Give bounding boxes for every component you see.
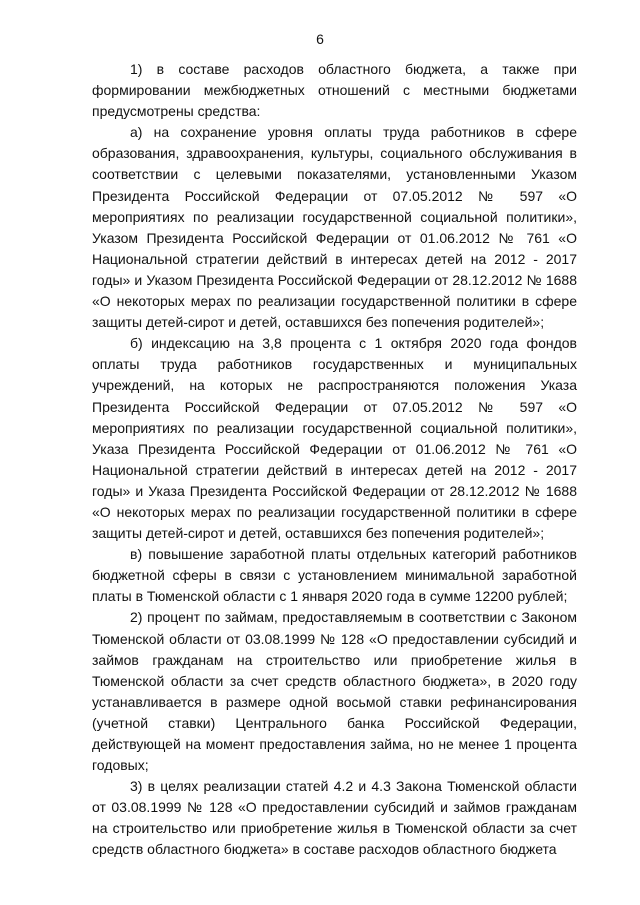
paragraph-1b-indexation: б) индексацию на 3,8 процента с 1 октября 2020 года фондов оплаты труда работников государственных и муниципальных учреждений, на которых не распространяются положения Указа Президента Российской Федерации от 07.05.2012 № 597 «О мероприятиях по реализации государственной социальной политики», Указа Президента Российской Федерации от 01.06.2012 № 761 «О Национальной стратегии действий в интересах детей на 2012 - 2017 годы» и Указа Президента Российской Федерации от 28.12.2012 № 1688 «О некоторых мерах по реализации государственной политики в сфере защиты детей-сирот и детей, оставшихся без попечения родителей»; [92, 335, 577, 542]
paragraph-3-articles: 3) в целях реализации статей 4.2 и 4.3 Закона Тюменской области от 03.08.1999 № 128 «О предоставлении субсидий и займов гражданам на строительство или приобретение жилья в Тюменской области за счет средств областного бюджета» в составе расходов областного бюджета [92, 778, 577, 858]
paragraph-1c-minimum-wage: в) повышение заработной платы отдельных категорий работников бюджетной сферы в связи с установлением минимальной заработной платы в Тюменской области с 1 января 2020 года в сумме 12200 рублей; [92, 546, 577, 605]
paragraph-1a-salary-level: а) на сохранение уровня оплаты труда работников в сфере образования, здравоохранения, культуры, социального обслуживания в соответствии с целевыми показателями, установленными Указом Президента Российской Федерации от 07.05.2012 № 597 «О мероприятиях по реализации государственной социальной политики», Указом Президента Российской Федерации от 01.06.2012 № 761 «О Национальной стратегии действий в интересах детей на 2012 - 2017 годы» и Указом Президента Российской Федерации от 28.12.2012 № 1688 «О некоторых мерах по реализации государственной политики в сфере защиты детей-сирот и детей, оставшихся без попечения родителей»; [92, 124, 577, 331]
document-body [92, 59, 577, 861]
paragraph-2-loan-interest: 2) процент по займам, предоставляемым в соответствии с Законом Тюменской области от 03.08.1999 № 128 «О предоставлении субсидий и займов гражданам на строительство или приобретение жилья в Тюменской области за счет средств областного бюджета», в 2020 году устанавливается в размере одной восьмой ставки рефинансирования (учетной ставки) Центрального банка Российской Федерации, действующей на момент предоставления займа, но не менее 1 процента годовых; [92, 609, 577, 774]
paragraph-1-budget-funds: 1) в составе расходов областного бюджета, а также при формировании межбюджетных отношений с местными бюджетами предусмотрены средства: [92, 61, 577, 120]
page-number: 6 [316, 31, 324, 47]
